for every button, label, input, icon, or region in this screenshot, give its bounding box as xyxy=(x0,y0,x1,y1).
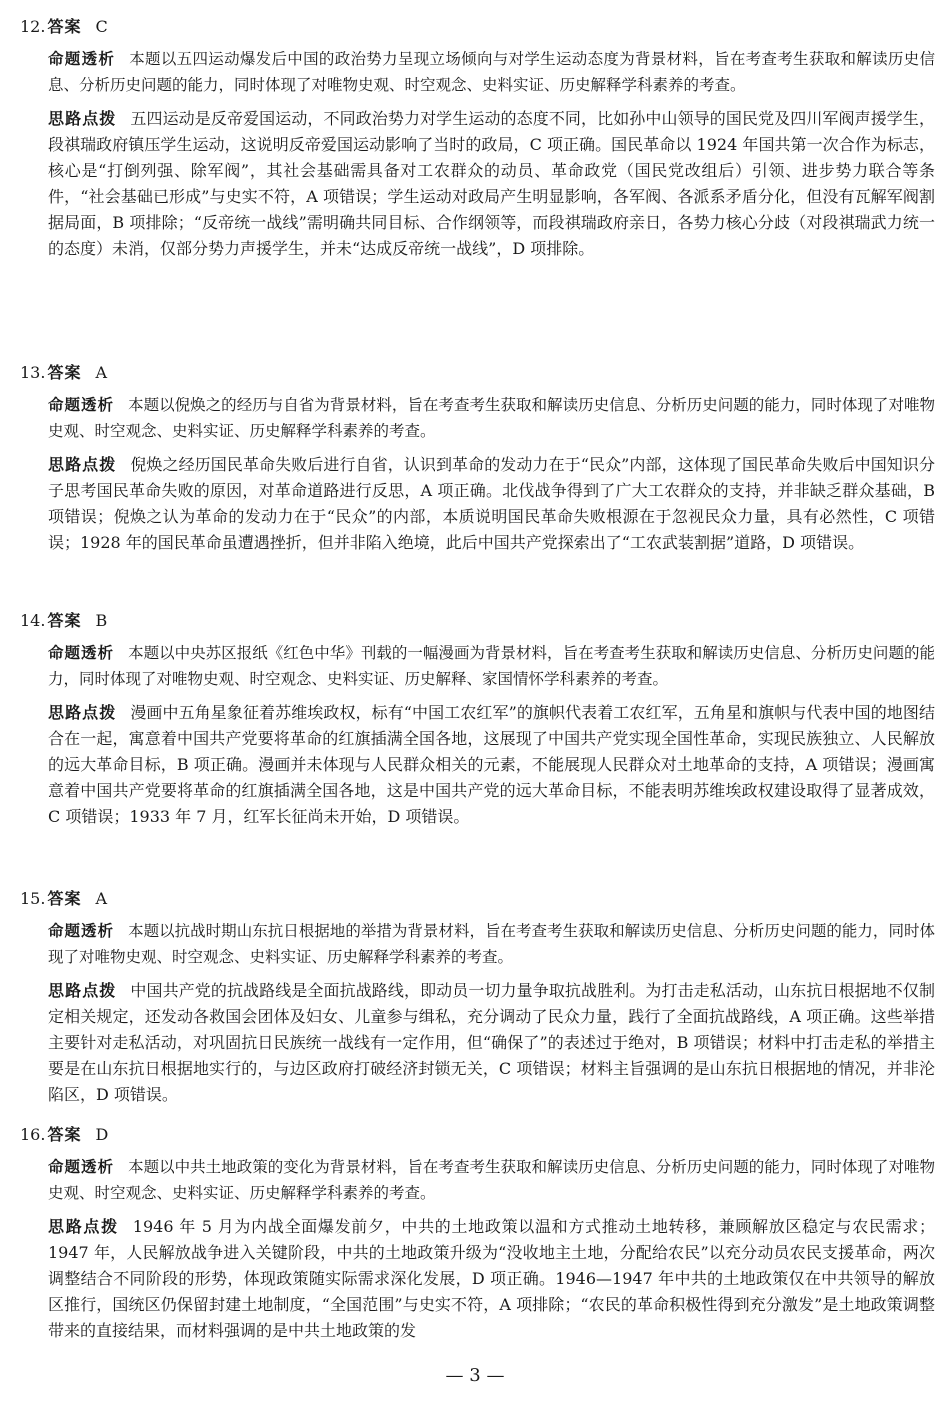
intro-text: 本题以中央苏区报纸《红色中华》刊载的一幅漫画为背景材料，旨在考查考生获取和解读历史信息、分析历史问题的能力，同时体现了对唯物史观、时空观念、史料实证、历史解释、家国情怀学科素养的考查。 xyxy=(48,644,935,688)
analysis-paragraph xyxy=(48,452,935,556)
intro-text: 本题以倪焕之的经历与自省为背景材料，旨在考查考生获取和解读历史信息、分析历史问题的能力，同时体现了对唯物史观、时空观念、史料实证、历史解释学科素养的考查。 xyxy=(48,396,935,440)
answer-label: 答案 xyxy=(47,1125,82,1144)
intro-label: 命题透析 xyxy=(48,643,115,662)
analysis-paragraph xyxy=(48,978,935,1108)
question-15 xyxy=(20,888,935,1108)
analysis-text: 倪焕之经历国民革命失败后进行自省，认识到革命的发动力在于“民众”内部，这体现了国民革命失败后中国知识分子思考国民革命失败的原因，对革命道路进行反思，A 项正确。北伐战争得到了广大工农群众的支持，并非缺乏群众基础，B 项错误；倪焕之认为革命的发动力在于“民众”的内部，本质说明国民革命失败根源在于忽视民众力量，具有必然性，C 项错误；1928 年的国民革命虽遭遇挫折，但并非陷入绝境，此后中国共产党探索出了“工农武装割据”道路，D 项错误。 xyxy=(48,455,935,552)
question-16 xyxy=(20,1124,935,1344)
question-12 xyxy=(20,16,935,262)
answer-line xyxy=(20,610,935,632)
analysis-paragraph xyxy=(48,700,935,830)
question-number: 14. xyxy=(20,611,46,630)
intro-label: 命题透析 xyxy=(48,395,115,414)
analysis-label: 思路点拨 xyxy=(48,109,117,128)
answer-line xyxy=(20,1124,935,1146)
intro-paragraph xyxy=(48,392,935,444)
answer-line xyxy=(20,16,935,38)
question-number: 13. xyxy=(20,363,46,382)
analysis-paragraph xyxy=(48,106,935,262)
answer-label: 答案 xyxy=(47,611,82,630)
question-number: 16. xyxy=(20,1125,46,1144)
analysis-label: 思路点拨 xyxy=(48,703,117,722)
question-13 xyxy=(20,362,935,556)
answer-label: 答案 xyxy=(47,363,82,382)
analysis-text: 中国共产党的抗战路线是全面抗战路线，即动员一切力量争取抗战胜利。为打击走私活动，山东抗日根据地不仅制定相关规定，还发动各救国会团体及妇女、儿童参与缉私，充分调动了民众力量，践行了全面抗战路线，A 项正确。这些举措主要针对走私活动，对巩固抗日民族统一战线有一定作用，但“确保了”的表述过于绝对，B 项错误；材料中打击走私的举措主要是在山东抗日根据地实行的，与边区政府打破经济封锁无关，C 项错误；材料主旨强调的是山东抗日根据地的情况，并非沦陷区，D 项错误。 xyxy=(48,981,935,1104)
intro-text: 本题以五四运动爆发后中国的政治势力呈现立场倾向与对学生运动态度为背景材料，旨在考查考生获取和解读历史信息、分析历史问题的能力，同时体现了对唯物史观、时空观念、史料实证、历史解释学科素养的考查。 xyxy=(48,50,935,94)
intro-label: 命题透析 xyxy=(48,921,115,940)
answer-value: C xyxy=(95,17,108,36)
analysis-label: 思路点拨 xyxy=(48,981,117,1000)
analysis-paragraph xyxy=(48,1214,935,1344)
question-14 xyxy=(20,610,935,830)
analysis-text: 五四运动是反帝爱国运动，不同政治势力对学生运动的态度不同，比如孙中山领导的国民党及四川军阀声援学生，段祺瑞政府镇压学生运动，这说明反帝爱国运动影响了当时的政局，C 项正确。国民革命以 1924 年国共第一次合作为标志，核心是“打倒列强、除军阀”，其社会基础需具备对工农群众的动员、革命政党（国民党改组后）引领、进步势力联合等条件，“社会基础已形成”与史实不符，A 项错误；学生运动对政局产生明显影响，各军阀、各派系矛盾分化，但没有瓦解军阀割据局面，B 项排除；“反帝统一战线”需明确共同目标、合作纲领等，而段祺瑞政府亲日，各势力核心分歧（对段祺瑞武力统一的态度）未消，仅部分势力声援学生，并未“达成反帝统一战线”，D 项排除。 xyxy=(48,109,935,258)
intro-text: 本题以中共土地政策的变化为背景材料，旨在考查考生获取和解读历史信息、分析历史问题的能力，同时体现了对唯物史观、时空观念、史料实证、历史解释学科素养的考查。 xyxy=(48,1158,935,1202)
intro-paragraph xyxy=(48,640,935,692)
analysis-label: 思路点拨 xyxy=(48,1217,119,1236)
answer-value: A xyxy=(95,889,108,908)
answer-label: 答案 xyxy=(47,17,82,36)
answer-line xyxy=(20,362,935,384)
intro-paragraph xyxy=(48,1154,935,1206)
intro-text: 本题以抗战时期山东抗日根据地的举措为背景材料，旨在考查考生获取和解读历史信息、分析历史问题的能力，同时体现了对唯物史观、时空观念、史料实证、历史解释学科素养的考查。 xyxy=(48,922,935,966)
answer-value: A xyxy=(95,363,108,382)
answer-label: 答案 xyxy=(47,889,82,908)
analysis-text: 漫画中五角星象征着苏维埃政权，标有“中国工农红军”的旗帜代表着工农红军，五角星和旗帜与代表中国的地图结合在一起，寓意着中国共产党要将革命的红旗插满全国各地，这展现了中国共产党实现全国性革命，实现民族独立、人民解放的远大革命目标，B 项正确。漫画并未体现与人民群众相关的元素，不能展现人民群众对土地革命的支持，A 项错误；漫画寓意着中国共产党要将革命的红旗插满全国各地，这是中国共产党的远大革命目标，不能表明苏维埃政权建设取得了显著成效，C 项错误；1933 年 7 月，红军长征尚未开始，D 项错误。 xyxy=(48,703,935,826)
page-number: — 3 — xyxy=(445,1365,505,1386)
intro-label: 命题透析 xyxy=(48,49,116,68)
question-number: 12. xyxy=(20,17,46,36)
question-number: 15. xyxy=(20,889,46,908)
answer-line xyxy=(20,888,935,910)
intro-paragraph xyxy=(48,46,935,98)
intro-paragraph xyxy=(48,918,935,970)
answer-value: D xyxy=(95,1125,109,1144)
intro-label: 命题透析 xyxy=(48,1157,115,1176)
analysis-label: 思路点拨 xyxy=(48,455,117,474)
analysis-text: 1946 年 5 月为内战全面爆发前夕，中共的土地政策以温和方式推动土地转移，兼顾解放区稳定与农民需求；1947 年，人民解放战争进入关键阶段，中共的土地政策升级为“没收地主土地，分配给农民”以充分动员农民支援革命，两次调整结合不同阶段的形势，体现政策随实际需求深化发展，D 项正确。1946—1947 年中共的土地政策仅在中共领导的解放区推行，国统区仍保留封建土地制度，“全国范围”与史实不符，A 项排除；“农民的革命积极性得到充分激发”是土地政策调整带来的直接结果，而材料强调的是中共土地政策的发 xyxy=(48,1217,935,1340)
answer-value: B xyxy=(95,611,108,630)
